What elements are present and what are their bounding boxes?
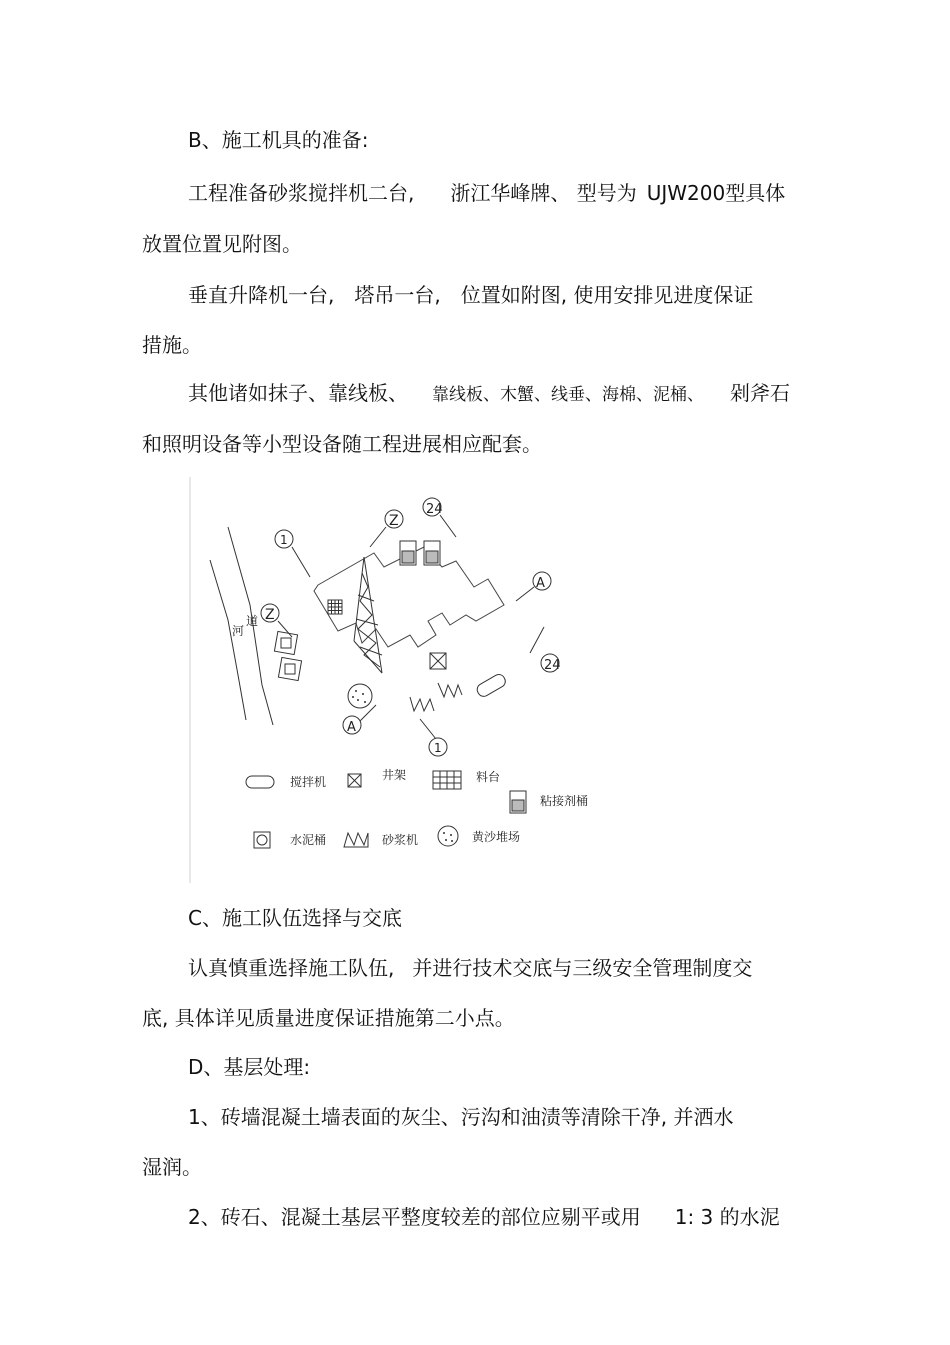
legend-mixer-icon (246, 776, 274, 788)
measures-text: 措施。 (142, 333, 202, 357)
tools-text-a: 其他诸如抹子、靠线板、 (188, 381, 408, 405)
site-layout-svg (188, 475, 608, 885)
hoist-text: 垂直升降机一台, (188, 283, 335, 307)
river-label-2: 道 (246, 614, 259, 628)
axis-1-top-leader (292, 547, 310, 577)
river-label-1: 河 (232, 624, 245, 638)
legend-sand-yard-label: 黄沙堆场 (472, 830, 521, 844)
cement-bucket-icon (274, 631, 301, 680)
paragraph-c1-line1 (188, 956, 752, 980)
tools-text-b: 靠线板、木蟹、线垂、海棉、泥桶、 (432, 385, 704, 405)
paragraph-b1-line1 (188, 181, 785, 205)
paragraph-b2-line2 (142, 333, 202, 357)
model-suffix-text: 型具体 (725, 181, 786, 205)
model-number-text: UJW200 (646, 181, 726, 205)
axis-label-24-top: 24 (426, 502, 443, 517)
section-d-heading (188, 1055, 310, 1079)
axis-24-top-leader (440, 515, 456, 537)
axis-label-z-top: Z (389, 513, 399, 529)
sand-yard-icon (348, 684, 372, 708)
position-text: 位置如附图, 使用安排见进度保证 (460, 283, 754, 307)
paragraph-c1-line2 (142, 1006, 515, 1030)
legend-material-platform-icon (433, 771, 461, 789)
section-d-heading-text: D、基层处理: (188, 1055, 311, 1079)
site-layout-figure (188, 475, 608, 885)
legend-hoist-frame-label: 井架 (382, 768, 407, 782)
adhesive-bucket-icon (400, 541, 440, 565)
detail-ref-text: 底, 具体详见质量进度保证措施第二小点。 (142, 1006, 515, 1030)
axis-label-24-right: 24 (544, 658, 561, 673)
legend-mortar-machine-icon (344, 833, 368, 847)
legend-hoist-frame-icon (348, 774, 361, 787)
legend-cement-bucket-label: 水泥桶 (290, 833, 327, 847)
placement-ref-text: 放置位置见附图。 (142, 232, 302, 256)
paragraph-b3-line2 (142, 432, 542, 456)
tower-crane-text: 塔吊一台, (354, 283, 441, 307)
cement-ratio-text: 1: 3 的水泥 (674, 1205, 780, 1229)
paragraph-d1-line1 (188, 1105, 733, 1129)
legend-material-platform-label: 料台 (476, 770, 501, 784)
river-bank-left (210, 560, 246, 720)
hoist-frame-icon (430, 653, 446, 669)
equipment-text: 和照明设备等小型设备随工程进展相应配套。 (142, 432, 542, 456)
axis-label-1-top: 1 (280, 533, 288, 547)
section-b-heading-text: B、施工机具的准备: (188, 128, 369, 152)
axis-z-left-leader (278, 621, 292, 637)
legend-mortar-machine-label: 砂浆机 (382, 833, 419, 847)
section-b-heading (188, 128, 368, 152)
flatness-text: 2、砖石、混凝土基层平整度较差的部位应剔平或用 (188, 1205, 641, 1229)
legend-cement-bucket-icon (254, 832, 270, 848)
surface-clean-text: 1、砖墙混凝土墙表面的灰尘、污沟和油渍等清除干净, 并洒水 (188, 1105, 734, 1129)
material-platform-icon (328, 600, 342, 614)
legend-adhesive-bucket-label: 粘接剂桶 (540, 794, 589, 808)
axis-a-right-leader (516, 587, 534, 601)
team-select-text: 认真慎重选择施工队伍, (188, 956, 395, 980)
paragraph-b3-line1 (188, 381, 790, 407)
axis-label-a-right: A (536, 576, 545, 591)
legend-mixer-label: 搅拌机 (290, 775, 327, 789)
mortar-machine-icon (410, 683, 462, 711)
axis-24-right-leader (530, 627, 544, 653)
legend-sand-yard-icon (438, 826, 458, 846)
tech-briefing-text: 并进行技术交底与三级安全管理制度交 (412, 956, 753, 980)
paragraph-d2-line1 (188, 1205, 780, 1229)
paragraph-d1-line2 (142, 1155, 202, 1179)
mixer-icon (475, 672, 507, 698)
axis-label-1-bottom: 1 (434, 741, 442, 755)
axis-label-z-left: Z (265, 607, 275, 623)
axis-1-bottom-leader (420, 719, 436, 739)
paragraph-b1-line2 (142, 232, 302, 256)
axis-label-a-bottom: A (347, 720, 356, 735)
paragraph-b2-line1 (188, 283, 753, 307)
tools-text-c: 剁斧石 (730, 381, 790, 405)
legend-adhesive-bucket-icon (510, 791, 526, 813)
moisten-text: 湿润。 (142, 1155, 202, 1179)
axis-z-top-leader (370, 527, 386, 547)
section-c-heading-text: C、施工队伍选择与交底 (188, 906, 402, 930)
mixer-count-text: 工程准备砂浆搅拌机二台, (188, 181, 415, 205)
brand-model-text: 浙江华峰牌、 型号为 (450, 181, 637, 205)
section-c-heading (188, 906, 402, 930)
tower-crane-icon (354, 557, 382, 673)
